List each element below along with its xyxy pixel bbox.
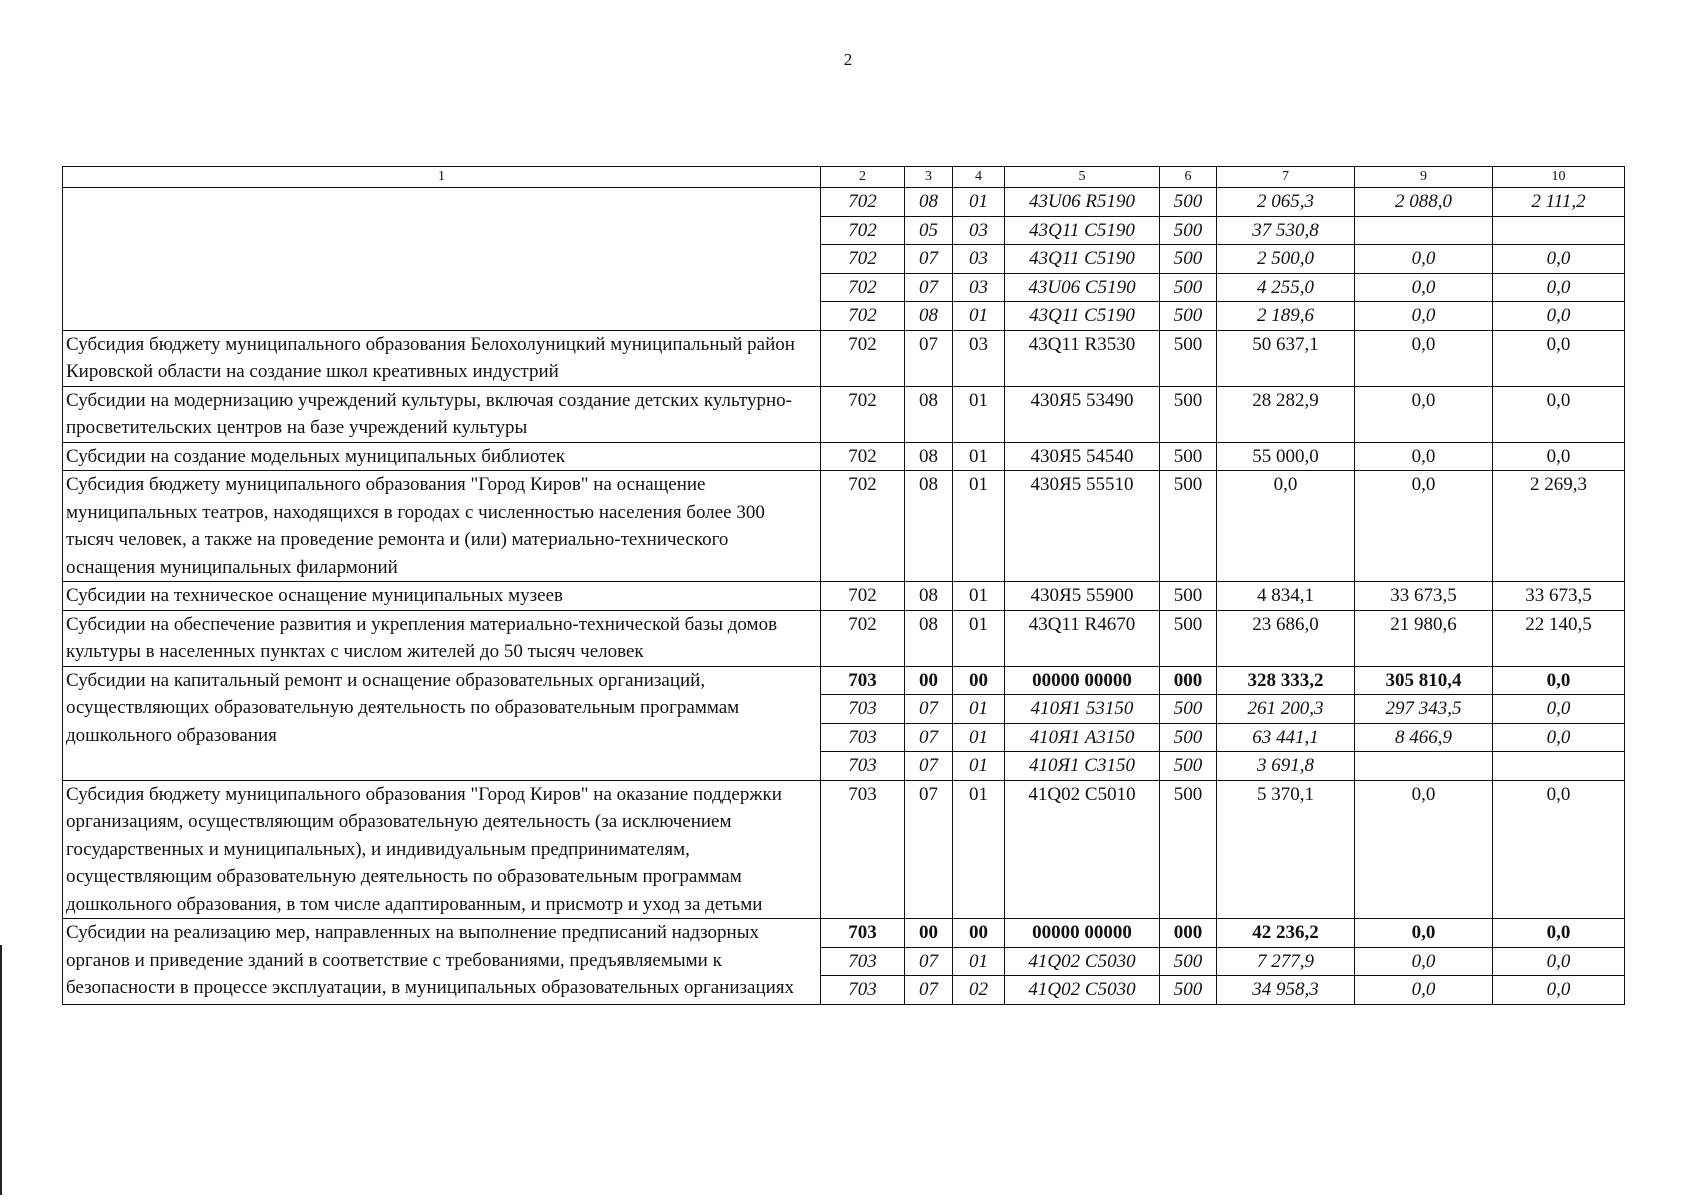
- table-body: [63, 188, 1625, 1005]
- col-gr: 703: [821, 752, 905, 781]
- row-description: [63, 188, 821, 331]
- col-amount-1: 3 691,8: [1217, 752, 1355, 781]
- col-rz: 08: [905, 442, 953, 471]
- col-gr: 703: [821, 666, 905, 695]
- col-rz: 08: [905, 302, 953, 331]
- table-row: [63, 471, 1625, 582]
- table-row: [63, 442, 1625, 471]
- col-amount-1: 5 370,1: [1217, 780, 1355, 919]
- col-amount-3: 0,0: [1493, 442, 1625, 471]
- col-amount-3: 0,0: [1493, 919, 1625, 948]
- col-rz: 07: [905, 780, 953, 919]
- col-amount-2: 0,0: [1355, 442, 1493, 471]
- col-amount-1: 34 958,3: [1217, 976, 1355, 1005]
- col-vr: 500: [1160, 330, 1217, 386]
- col-amount-3: 0,0: [1493, 723, 1625, 752]
- col-amount-3: 2 111,2: [1493, 188, 1625, 217]
- col-gr: 702: [821, 188, 905, 217]
- col-pr: 01: [953, 695, 1005, 724]
- table-row: [63, 330, 1625, 386]
- col-amount-3: [1493, 752, 1625, 781]
- col-pr: 01: [953, 442, 1005, 471]
- header-cell: 1: [63, 167, 821, 188]
- col-gr: 702: [821, 471, 905, 582]
- col-amount-3: 0,0: [1493, 666, 1625, 695]
- table-row: [63, 386, 1625, 442]
- col-pr: 01: [953, 188, 1005, 217]
- col-target: 430Я5 53490: [1005, 386, 1160, 442]
- col-rz: 07: [905, 947, 953, 976]
- col-vr: 500: [1160, 976, 1217, 1005]
- col-gr: 702: [821, 330, 905, 386]
- col-gr: 702: [821, 386, 905, 442]
- col-rz: 07: [905, 330, 953, 386]
- col-amount-1: 42 236,2: [1217, 919, 1355, 948]
- col-target: 43Q11 R3530: [1005, 330, 1160, 386]
- table-row: [63, 780, 1625, 919]
- col-pr: 01: [953, 386, 1005, 442]
- col-amount-3: 0,0: [1493, 695, 1625, 724]
- col-amount-3: 2 269,3: [1493, 471, 1625, 582]
- col-rz: 07: [905, 723, 953, 752]
- col-target: 43Q11 C5190: [1005, 245, 1160, 274]
- col-pr: 01: [953, 723, 1005, 752]
- col-gr: 703: [821, 780, 905, 919]
- page-number: 2: [843, 50, 853, 69]
- col-pr: 03: [953, 245, 1005, 274]
- col-amount-1: 7 277,9: [1217, 947, 1355, 976]
- col-pr: 01: [953, 471, 1005, 582]
- col-amount-2: [1355, 752, 1493, 781]
- col-amount-2: 305 810,4: [1355, 666, 1493, 695]
- col-gr: 703: [821, 976, 905, 1005]
- col-amount-1: 50 637,1: [1217, 330, 1355, 386]
- table-row: [63, 666, 1625, 695]
- col-target: 43Q11 R4670: [1005, 610, 1160, 666]
- col-pr: 01: [953, 752, 1005, 781]
- col-rz: 07: [905, 245, 953, 274]
- col-gr: 703: [821, 919, 905, 948]
- col-pr: 01: [953, 582, 1005, 611]
- col-target: 41Q02 C5030: [1005, 976, 1160, 1005]
- col-amount-1: 28 282,9: [1217, 386, 1355, 442]
- col-target: 41Q02 C5030: [1005, 947, 1160, 976]
- col-rz: 08: [905, 610, 953, 666]
- header-cell: 6: [1160, 167, 1217, 188]
- col-amount-1: 2 065,3: [1217, 188, 1355, 217]
- col-rz: 00: [905, 666, 953, 695]
- col-gr: 702: [821, 582, 905, 611]
- header-cell: 9: [1355, 167, 1493, 188]
- col-vr: 500: [1160, 471, 1217, 582]
- col-vr: 500: [1160, 582, 1217, 611]
- col-amount-3: 0,0: [1493, 245, 1625, 274]
- col-amount-1: 328 333,2: [1217, 666, 1355, 695]
- col-amount-3: 22 140,5: [1493, 610, 1625, 666]
- col-target: 43U06 R5190: [1005, 188, 1160, 217]
- header-cell: 10: [1493, 167, 1625, 188]
- header-cell: 3: [905, 167, 953, 188]
- col-amount-1: 4 834,1: [1217, 582, 1355, 611]
- col-target: 410Я1 C3150: [1005, 752, 1160, 781]
- col-amount-1: 2 189,6: [1217, 302, 1355, 331]
- col-gr: 702: [821, 442, 905, 471]
- col-amount-2: 0,0: [1355, 947, 1493, 976]
- col-vr: 500: [1160, 610, 1217, 666]
- header-cell: 5: [1005, 167, 1160, 188]
- budget-table: [62, 166, 1625, 1005]
- col-amount-3: 0,0: [1493, 386, 1625, 442]
- col-target: 41Q02 C5010: [1005, 780, 1160, 919]
- col-amount-2: 0,0: [1355, 471, 1493, 582]
- col-amount-1: 37 530,8: [1217, 216, 1355, 245]
- col-gr: 702: [821, 245, 905, 274]
- col-rz: 08: [905, 471, 953, 582]
- col-target: 430Я5 55900: [1005, 582, 1160, 611]
- col-pr: 01: [953, 610, 1005, 666]
- col-gr: 702: [821, 302, 905, 331]
- col-rz: 08: [905, 188, 953, 217]
- col-gr: 703: [821, 723, 905, 752]
- col-amount-2: 21 980,6: [1355, 610, 1493, 666]
- col-amount-1: 23 686,0: [1217, 610, 1355, 666]
- col-vr: 500: [1160, 302, 1217, 331]
- col-amount-1: 55 000,0: [1217, 442, 1355, 471]
- scan-edge-mark: [0, 945, 2, 1195]
- header-cell: 2: [821, 167, 905, 188]
- col-amount-3: [1493, 216, 1625, 245]
- col-amount-2: 0,0: [1355, 780, 1493, 919]
- col-amount-1: 0,0: [1217, 471, 1355, 582]
- col-vr: 500: [1160, 216, 1217, 245]
- col-amount-3: 0,0: [1493, 273, 1625, 302]
- table-row: [63, 919, 1625, 948]
- col-rz: 07: [905, 752, 953, 781]
- col-amount-2: 297 343,5: [1355, 695, 1493, 724]
- col-target: 430Я5 55510: [1005, 471, 1160, 582]
- table-row: [63, 582, 1625, 611]
- row-description: Субсидии на модернизацию учреждений культуры, включая создание детских культурно-просветительских центров на базе учреждений культуры: [63, 386, 821, 442]
- col-vr: 000: [1160, 666, 1217, 695]
- col-amount-1: 2 500,0: [1217, 245, 1355, 274]
- col-amount-2: 0,0: [1355, 245, 1493, 274]
- header-row: [63, 167, 1625, 188]
- row-description: Субсидия бюджету муниципального образования "Город Киров" на оказание поддержки организациям, осуществляющим образовательную деятельность (за исключением государственных и муниципальных), и индивидуальным предпринимателям, осуществляющим образовательную деятельность по образовательным программам дошкольного образования, в том числе адаптированным, и присмотр и уход за детьми: [63, 780, 821, 919]
- col-amount-3: 0,0: [1493, 976, 1625, 1005]
- col-amount-2: 0,0: [1355, 976, 1493, 1005]
- col-gr: 702: [821, 610, 905, 666]
- col-amount-2: 8 466,9: [1355, 723, 1493, 752]
- col-amount-2: 0,0: [1355, 330, 1493, 386]
- col-pr: 02: [953, 976, 1005, 1005]
- col-target: 43Q11 C5190: [1005, 302, 1160, 331]
- col-target: 43Q11 C5190: [1005, 216, 1160, 245]
- col-amount-3: 0,0: [1493, 302, 1625, 331]
- col-pr: 01: [953, 947, 1005, 976]
- row-description: Субсидия бюджету муниципального образования Белохолуницкий муниципальный район Кировской области на создание школ креативных индустрий: [63, 330, 821, 386]
- col-rz: 08: [905, 386, 953, 442]
- col-vr: 500: [1160, 780, 1217, 919]
- table-row: [63, 188, 1625, 217]
- col-amount-2: 33 673,5: [1355, 582, 1493, 611]
- row-description: Субсидии на обеспечение развития и укрепления материально-технической базы домов культуры в населенных пунктах с числом жителей до 50 тысяч человек: [63, 610, 821, 666]
- col-pr: 03: [953, 216, 1005, 245]
- col-target: 00000 00000: [1005, 666, 1160, 695]
- col-amount-1: 261 200,3: [1217, 695, 1355, 724]
- col-target: 410Я1 53150: [1005, 695, 1160, 724]
- col-pr: 01: [953, 780, 1005, 919]
- col-target: 00000 00000: [1005, 919, 1160, 948]
- table-row: [63, 610, 1625, 666]
- col-pr: 03: [953, 330, 1005, 386]
- col-rz: 07: [905, 976, 953, 1005]
- col-amount-1: 63 441,1: [1217, 723, 1355, 752]
- col-gr: 703: [821, 695, 905, 724]
- row-description: Субсидии на создание модельных муниципальных библиотек: [63, 442, 821, 471]
- col-rz: 07: [905, 695, 953, 724]
- col-gr: 702: [821, 273, 905, 302]
- col-amount-2: 0,0: [1355, 919, 1493, 948]
- col-amount-3: 0,0: [1493, 947, 1625, 976]
- col-pr: 03: [953, 273, 1005, 302]
- col-rz: 07: [905, 273, 953, 302]
- col-amount-3: 33 673,5: [1493, 582, 1625, 611]
- col-pr: 00: [953, 919, 1005, 948]
- col-vr: 500: [1160, 386, 1217, 442]
- row-description: Субсидии на капитальный ремонт и оснащение образовательных организаций, осуществляющих образовательную деятельность по образовательным программам дошкольного образования: [63, 666, 821, 780]
- col-rz: 05: [905, 216, 953, 245]
- row-description: Субсидия бюджету муниципального образования "Город Киров" на оснащение муниципальных театров, находящихся в городах с численностью населения более 300 тысяч человек, а также на проведение ремонта и (или) материально-технического оснащения муниципальных филармоний: [63, 471, 821, 582]
- col-amount-2: 0,0: [1355, 273, 1493, 302]
- col-pr: 01: [953, 302, 1005, 331]
- col-vr: 500: [1160, 188, 1217, 217]
- col-vr: 500: [1160, 442, 1217, 471]
- row-description: Субсидии на реализацию мер, направленных на выполнение предписаний надзорных органов и приведение зданий в соответствие с требованиями, предъявляемыми к безопасности в процессе эксплуатации, в муниципальных образовательных организациях: [63, 919, 821, 1005]
- col-target: 43U06 C5190: [1005, 273, 1160, 302]
- col-pr: 00: [953, 666, 1005, 695]
- row-description: Субсидии на техническое оснащение муниципальных музеев: [63, 582, 821, 611]
- col-vr: 500: [1160, 723, 1217, 752]
- col-vr: 500: [1160, 245, 1217, 274]
- col-amount-2: 2 088,0: [1355, 188, 1493, 217]
- col-target: 430Я5 54540: [1005, 442, 1160, 471]
- col-vr: 000: [1160, 919, 1217, 948]
- col-gr: 702: [821, 216, 905, 245]
- header-cell: 4: [953, 167, 1005, 188]
- col-vr: 500: [1160, 752, 1217, 781]
- col-amount-2: 0,0: [1355, 302, 1493, 331]
- col-amount-2: 0,0: [1355, 386, 1493, 442]
- col-amount-2: [1355, 216, 1493, 245]
- col-vr: 500: [1160, 273, 1217, 302]
- col-vr: 500: [1160, 947, 1217, 976]
- col-gr: 703: [821, 947, 905, 976]
- col-rz: 08: [905, 582, 953, 611]
- col-amount-3: 0,0: [1493, 330, 1625, 386]
- col-amount-1: 4 255,0: [1217, 273, 1355, 302]
- col-amount-3: 0,0: [1493, 780, 1625, 919]
- col-vr: 500: [1160, 695, 1217, 724]
- col-rz: 00: [905, 919, 953, 948]
- header-cell: 7: [1217, 167, 1355, 188]
- col-target: 410Я1 A3150: [1005, 723, 1160, 752]
